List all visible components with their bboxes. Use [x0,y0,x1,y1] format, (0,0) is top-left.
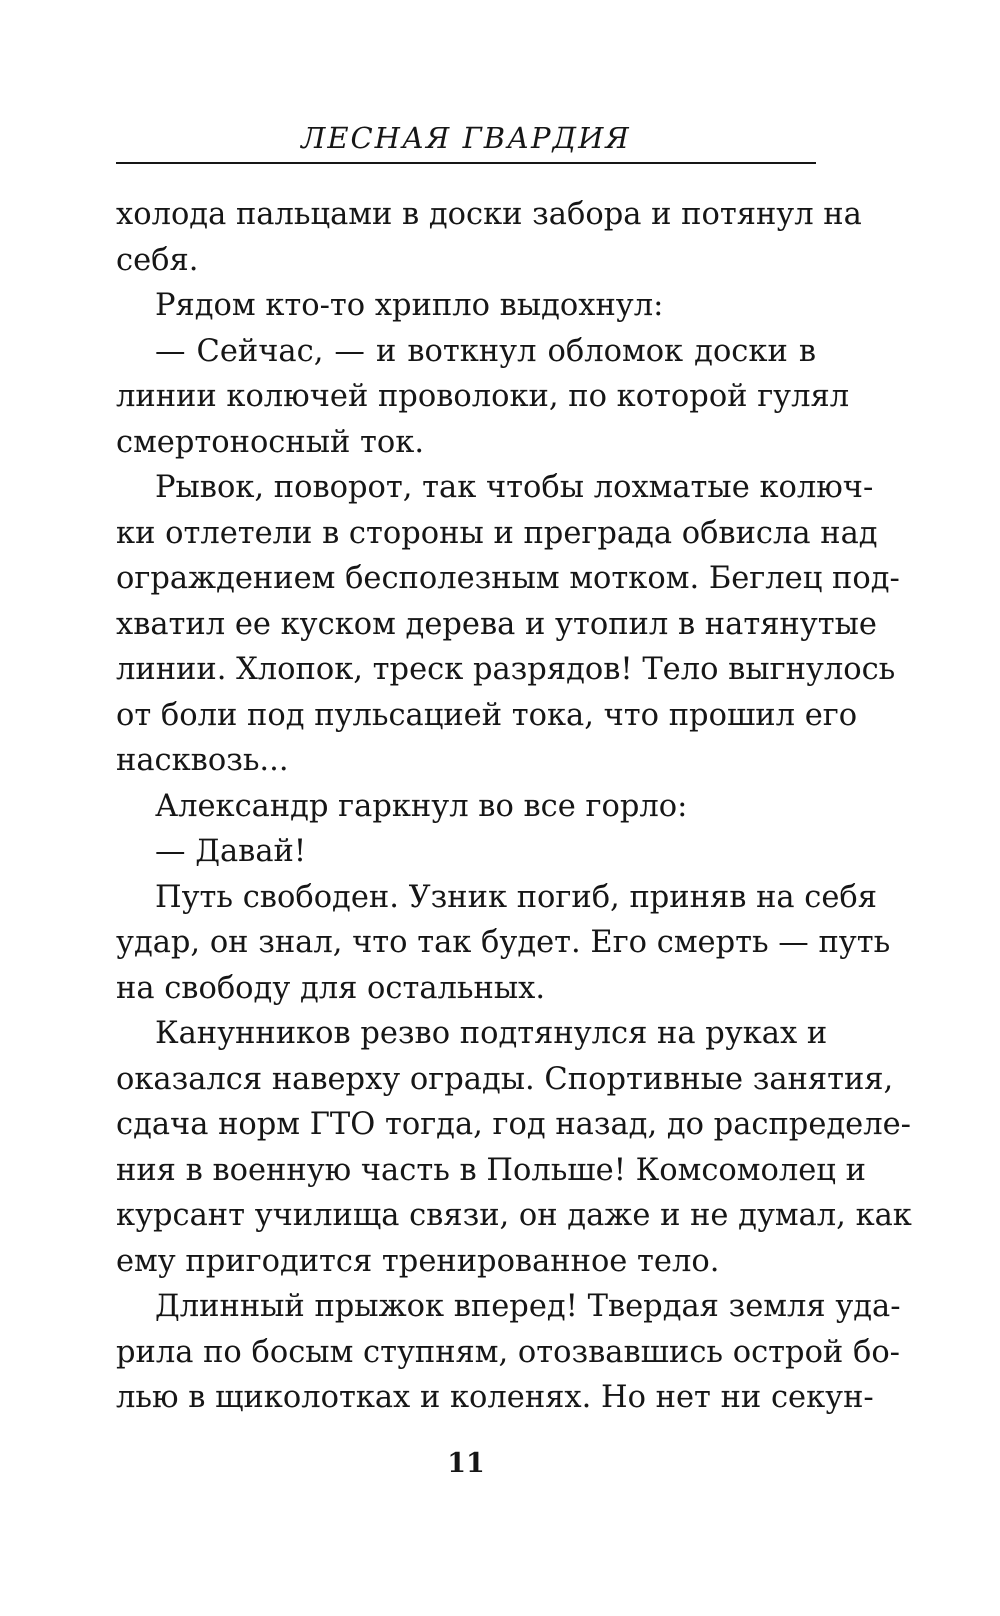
text-line: линии. Хлопок, треск разрядов! Тело выгнулось [116,652,896,687]
text-line: холода пальцами в доски забора и потянул на [116,197,862,232]
text-line: Канунников резво подтянулся на руках и [155,1016,828,1051]
text-line: удар, он знал, что так будет. Его смерть — путь [116,925,891,960]
text-line: ему пригодится тренированное тело. [116,1243,720,1279]
text-line: Путь свободен. Узник погиб, приняв на себя [155,879,878,915]
text-line: — Давай! [155,834,307,869]
text-line: Рывок, поворот, так чтобы лохматые колюч- [155,470,874,505]
text-line: себя. [116,242,199,278]
running-title: ЛЕСНАЯ ГВАРДИЯ [301,121,631,155]
text-line: оказался наверху ограды. Спортивные занятия, [116,1061,894,1097]
text-line: от боли под пульсацией тока, что прошил его [116,697,858,733]
text-line: насквозь... [116,743,289,778]
text-line: — Сейчас, — и воткнул обломок доски в [155,333,816,369]
text-line: линии колючей проволоки, по которой гулял [116,379,850,414]
text-line: рила по босым ступням, отозвавшись острой бо- [116,1334,900,1370]
text-line: сдача норм ГТО тогда, год назад, до распределе- [116,1107,911,1142]
text-line: Александр гаркнул во все горло: [155,788,688,824]
text-line: смертоносный ток. [116,424,425,460]
text-line: лью в щиколотках и коленях. Но нет ни секун- [116,1380,874,1415]
text-line: ограждением бесполезным мотком. Беглец под- [116,561,900,596]
body-text [116,192,912,1421]
text-line: ния в военную часть в Польше! Комсомолец и [116,1152,866,1188]
text-line: ки отлетели в стороны и преграда обвисла над [116,515,878,551]
text-line: хватил ее куском дерева и утопил в натянутые [116,606,877,642]
header-rule [116,162,816,164]
text-line: Рядом кто-то хрипло выдохнул: [155,288,664,323]
text-line: курсант училища связи, он даже и не думал, как [116,1198,912,1233]
page-number: 11 [447,1448,485,1479]
text-line: Длинный прыжок вперед! Твердая земля уда- [155,1289,901,1324]
text-line: на свободу для остальных. [116,970,546,1006]
